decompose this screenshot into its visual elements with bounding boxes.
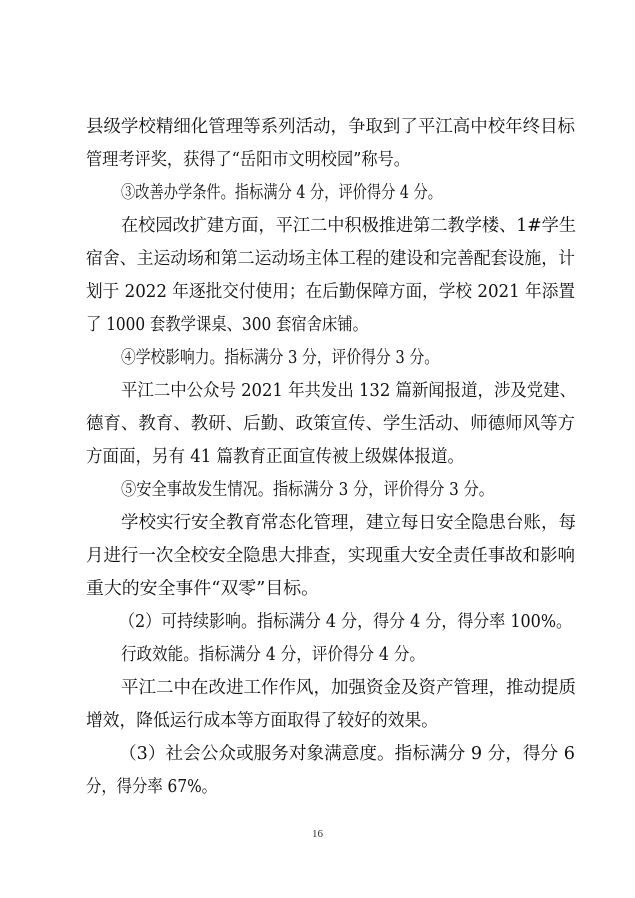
text-line [0,574,635,604]
line-text: 平江二中公众号 2021 年共发出 132 篇新闻报道，涉及党建、 [121,381,577,401]
text-line [0,343,635,373]
line-text: 管理考评奖，获得了“岳阳市文明校园”称号。 [86,150,410,170]
line-text: 方面面，另有 41 篇教育正面宣传被上级媒体报道。 [86,447,465,467]
page-number: 16 [312,828,323,840]
text-line [0,640,635,670]
text-line [0,541,635,571]
text-line [0,277,635,307]
line-text: ⑤安全事故发生情况。指标满分 3 分，评价得分 3 分。 [121,480,495,500]
line-text: 学校实行安全教育常态化管理，建立每日安全隐患台账，每 [121,513,576,533]
line-text: 了 1000 套教学课桌、300 套宿舍床铺。 [86,315,369,335]
text-line [0,376,635,406]
text-line [0,739,635,769]
line-text: 行政效能。指标满分 4 分，评价得分 4 分。 [121,645,425,665]
text-line [0,211,635,241]
line-text: ③改善办学条件。指标满分 4 分，评价得分 4 分。 [121,183,442,203]
text-line [0,607,635,637]
line-text: （3）社会公众或服务对象满意度。指标满分 9 分，得分 6 [119,744,575,764]
line-text: 分，得分率 67%。 [86,777,217,797]
line-text: （2）可持续影响。指标满分 4 分，得分 4 分，得分率 100%。 [119,612,572,632]
line-text: 宿舍、主运动场和第二运动场主体工程的建设和完善配套设施，计 [86,249,575,269]
line-text: 月进行一次全校安全隐患大排查，实现重大安全责任事故和影响 [86,546,576,566]
text-line [0,310,635,340]
text-line [0,145,635,175]
text-line [0,673,635,703]
text-line [0,706,635,736]
text-line [0,178,635,208]
line-text: 在校园改扩建方面，平江二中积极推进第二教学楼、1#学生 [121,216,577,236]
text-line [0,475,635,505]
text-line [0,772,635,802]
line-text: 德育、教育、教研、后勤、政策宣传、学生活动、师德师风等方 [86,414,576,434]
line-text: 重大的安全事件“双零”目标。 [86,579,320,599]
text-line [0,442,635,472]
line-text: ④学校影响力。指标满分 3 分，评价得分 3 分。 [121,348,439,368]
line-text: 县级学校精细化管理等系列活动，争取到了平江高中校年终目标 [86,117,576,137]
text-line [0,244,635,274]
text-line [0,508,635,538]
line-text: 划于 2022 年逐批交付使用；在后勤保障方面，学校 2021 年添置 [86,282,576,302]
line-text: 平江二中在改进工作作风，加强资金及资产管理，推动提质 [121,678,576,698]
text-line [0,409,635,439]
text-line [0,112,635,142]
line-text: 增效，降低运行成本等方面取得了较好的效果。 [86,711,438,731]
